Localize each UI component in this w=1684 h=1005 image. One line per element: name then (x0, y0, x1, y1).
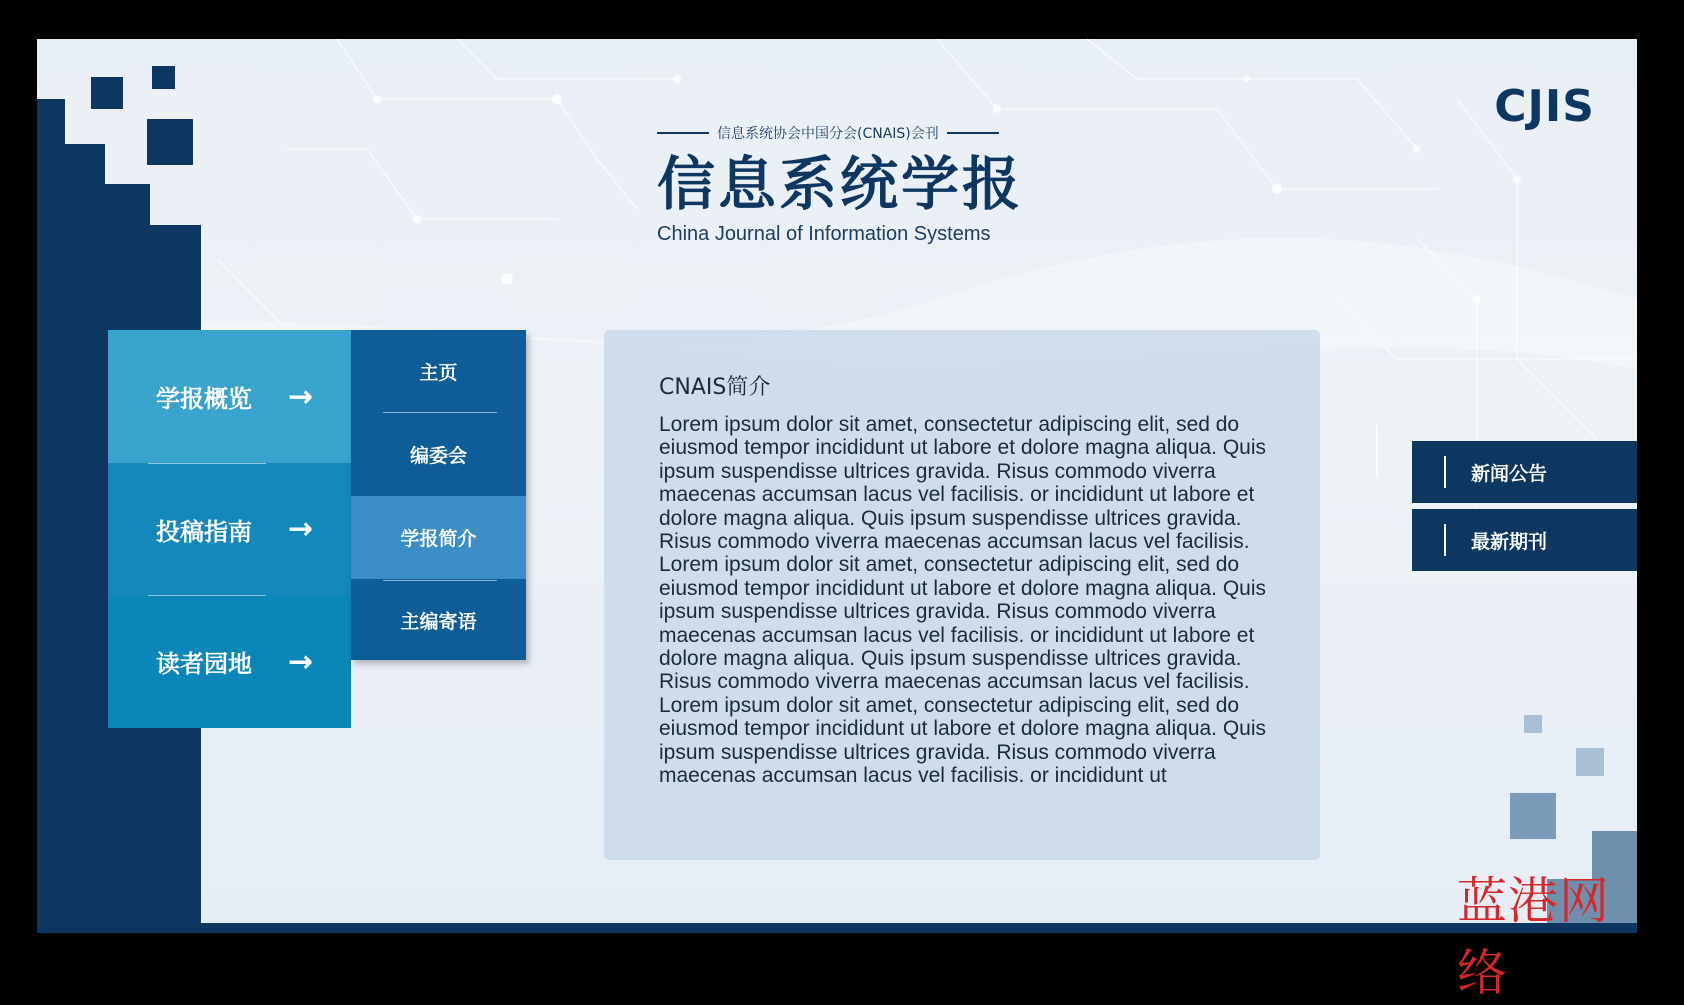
sub-nav-item-editorial-board[interactable]: 编委会 (409, 445, 467, 467)
content-heading: CNAIS简介 (659, 375, 771, 400)
decorative-pixel (1510, 793, 1556, 839)
watermark-text: 蓝港网络 (1457, 872, 1610, 1002)
decorative-square (105, 184, 150, 239)
sub-nav-divider (383, 580, 497, 581)
side-menu-item-latest-issue[interactable] (1412, 509, 1637, 571)
content-panel (604, 330, 1320, 860)
decorative-square (91, 77, 123, 109)
kicker-rule-left (657, 132, 709, 134)
decorative-square (65, 144, 105, 239)
side-menu-item-news[interactable] (1412, 441, 1637, 503)
nav-item-readers-corner[interactable] (108, 595, 351, 728)
decorative-pixel (1576, 748, 1604, 776)
decorative-square (152, 66, 175, 89)
kicker-rule-right (947, 132, 999, 134)
decorative-square (150, 225, 201, 239)
decorative-square (147, 119, 193, 165)
side-menu-label: 最新期刊 (1471, 530, 1548, 553)
arrow-right-icon: → (288, 511, 314, 547)
sub-nav-item-home[interactable]: 主页 (419, 362, 458, 384)
decorative-square (37, 99, 65, 239)
sub-nav (351, 330, 526, 660)
nav-item-label: 学报概览 (156, 385, 252, 413)
side-menu (1412, 441, 1637, 577)
side-menu-bar (1444, 456, 1446, 488)
nav-divider (148, 595, 266, 596)
sub-nav-item-editor-message[interactable]: 主编寄语 (400, 611, 477, 633)
nav-item-overview[interactable] (108, 330, 351, 463)
journal-title: 信息系统学报 (657, 150, 1024, 218)
arrow-right-icon: → (288, 379, 314, 414)
side-menu-bar (1444, 524, 1446, 556)
slide-canvas (37, 39, 1637, 1002)
arrow-right-icon: → (288, 644, 314, 679)
decorative-divider (1376, 425, 1378, 477)
nav-divider (148, 463, 266, 464)
cjis-logo: CJIS (1494, 81, 1595, 132)
side-menu-label: 新闻公告 (1471, 462, 1548, 485)
nav-item-submission-guide[interactable] (108, 463, 351, 595)
journal-header (657, 123, 1057, 246)
content-body: Lorem ipsum dolor sit amet, consectetur adipiscing elit, sed do eiusmod tempor incididunt ut labore et dolore magna aliqua. Quis ipsum suspendisse ultrices gravida. Risus commodo viverra maecenas accumsan lacus vel facilisis. or incididunt ut labore et dolore magna aliqua. Quis ipsum suspendisse ultrices gravida. Risus commodo viverra maecenas accumsan lacus vel facilisis. Lorem ipsum dolor sit amet, consectetur adipiscing elit, sed do eiusmod tempor incididunt ut labore et dolore magna aliqua. Quis ipsum suspendisse ultrices gravida. Risus commodo viverra maecenas accumsan lacus vel facilisis. or incididunt ut labore et dolore magna aliqua. Quis ipsum suspendisse ultrices gravida. Risus commodo viverra maecenas accumsan lacus vel facilisis. Lorem ipsum dolor sit amet, consectetur adipiscing elit, sed do eiusmod tempor incididunt ut labore et dolore magna aliqua. Quis ipsum suspendisse ultrices gravida. Risus commodo viverra maecenas accumsan lacus vel facilisis. or incididunt ut (659, 413, 1267, 788)
header-kicker (657, 123, 1057, 143)
journal-subtitle: China Journal of Information Systems (657, 223, 991, 245)
main-nav (108, 330, 351, 728)
decorative-pixel (1524, 715, 1542, 733)
sub-nav-item-about-journal[interactable]: 学报简介 (351, 496, 526, 579)
bottom-navy-band (37, 923, 1637, 933)
nav-item-label: 投稿指南 (156, 517, 252, 546)
kicker-text: 信息系统协会中国分会(CNAIS)会刊 (717, 126, 939, 142)
nav-item-label: 读者园地 (156, 650, 252, 678)
